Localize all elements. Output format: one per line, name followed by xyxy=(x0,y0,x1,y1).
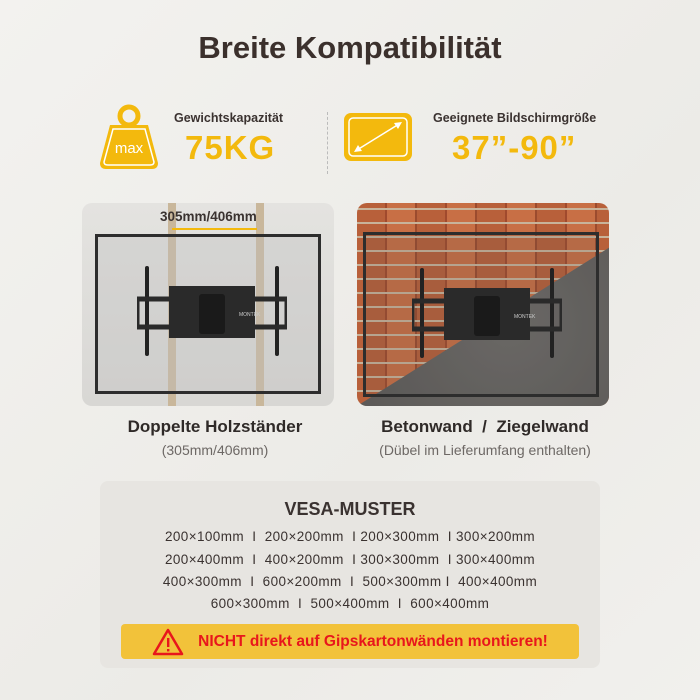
weight-icon-text: max xyxy=(114,140,144,157)
wood-subcaption: (305mm/406mm) xyxy=(161,442,269,458)
spacing-arrow xyxy=(172,228,257,230)
screen-size-label: Geeignete Bildschirmgröße xyxy=(433,111,597,125)
tv-mount xyxy=(137,266,287,361)
wall-caption: Betonwand / Ziegelwand xyxy=(381,417,589,436)
vesa-row: 400×300mm I 600×200mm I 500×300mm I 400×400mm xyxy=(162,574,538,589)
divider xyxy=(327,112,328,174)
warning-text: NICHT direkt auf Gipskartonwänden montieren! xyxy=(198,632,548,650)
vesa-row: 200×100mm I 200×200mm I 200×300mm I 300×200mm xyxy=(164,529,536,544)
weight-value: 75KG xyxy=(185,129,276,166)
screen-size-icon xyxy=(343,112,413,167)
page-title: Breite Kompatibilität xyxy=(198,30,502,65)
brick-concrete-wall-image xyxy=(357,203,609,406)
warning-icon xyxy=(152,628,184,656)
weight-label: Gewichtskapazität xyxy=(174,111,284,125)
brand-logo: MONTEK xyxy=(239,312,261,318)
screen-size-value: 37”-90” xyxy=(452,129,577,166)
vesa-title: VESA-MUSTER xyxy=(284,499,416,519)
stud-spacing-label: 305mm/406mm xyxy=(160,209,257,224)
warning-banner xyxy=(121,624,579,659)
weight-icon xyxy=(98,103,160,176)
wood-caption: Doppelte Holzständer xyxy=(127,417,303,436)
vesa-panel xyxy=(100,481,600,668)
tv-mount xyxy=(412,268,562,363)
wood-stud-image xyxy=(82,203,334,406)
vesa-row: 600×300mm I 500×400mm I 600×400mm xyxy=(210,596,490,611)
brand-logo: MONTEK xyxy=(514,314,536,320)
vesa-row: 200×400mm I 400×200mm I 300×300mm I 300×400mm xyxy=(164,552,536,567)
wall-subcaption: (Dübel im Lieferumfang enthalten) xyxy=(379,442,591,458)
